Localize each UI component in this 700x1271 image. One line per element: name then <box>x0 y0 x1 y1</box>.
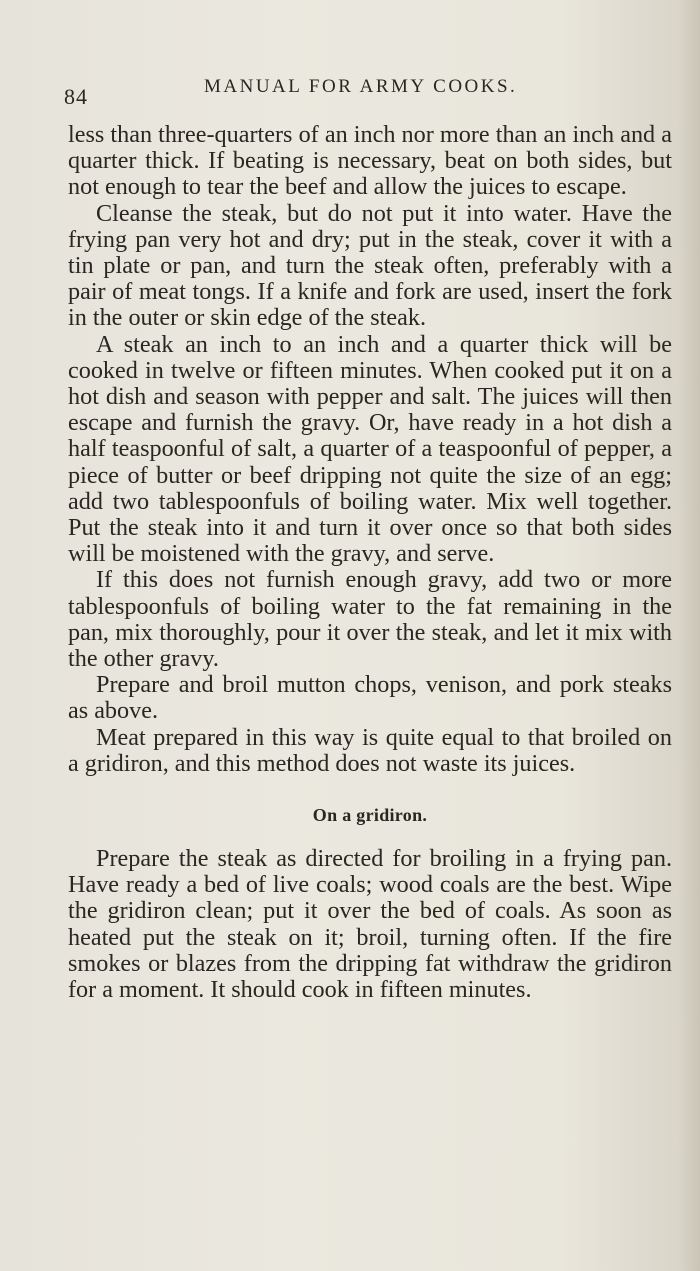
paragraph-cleanse-steak: Cleanse the steak, but do not put it into water. Have the frying pan very hot and dry; put in the steak, cover it with a tin plate or pan, and turn the steak often, preferably with a pair of meat tongs. If a knife and fork are used, insert the fork in the outer or skin edge of the steak. <box>68 199 672 332</box>
running-title: MANUAL FOR ARMY COOKS. <box>204 76 518 97</box>
page-body <box>68 122 672 1003</box>
paragraph-mutton-chops: Prepare and broil mutton chops, venison, and pork steaks as above. <box>68 671 672 725</box>
section-heading: On a gridiron. <box>312 805 428 826</box>
paragraph-meat-prepared: Meat prepared in this way is quite equal to that broiled on a gridiron, and this method does not waste its juices. <box>68 723 672 777</box>
page-header <box>64 72 676 112</box>
paragraph-more-gravy: If this does not furnish enough gravy, add two or more tablespoonfuls of boiling water to the fat remaining in the pan, mix thoroughly, pour it over the steak, and let it mix with the other gravy. <box>68 566 672 673</box>
paragraph-gridiron: Prepare the steak as directed for broiling in a frying pan. Have ready a bed of live coals; wood coals are the best. Wipe the gridiron clean; put it over the bed of coals. As soon as heated put the steak on it; broil, turning often. If the fire smokes or blazes from the dripping fat withdraw the gridiron for a moment. It should cook in fifteen minutes. <box>68 845 672 1004</box>
page-number: 84 <box>64 84 88 109</box>
paragraph-continued: less than three-quarters of an inch nor more than an inch and a quarter thick. If beating is necessary, beat on both sides, but not enough to tear the beef and allow the juices to escape. <box>68 121 672 201</box>
paragraph-cooking-time: A steak an inch to an inch and a quarter thick will be cooked in twelve or fifteen minutes. When cooked put it on a hot dish and season with pepper and salt. The juices will then escape and furnish the gravy. Or, have ready in a hot dish a half teaspoonful of salt, a quarter of a teaspoonful of pepper, a piece of butter or beef dripping not quite the size of an egg; add two tablespoonfuls of boiling water. Mix well together. Put the steak into it and turn it over once so that both sides will be moistened with the gravy, and serve. <box>68 330 672 568</box>
